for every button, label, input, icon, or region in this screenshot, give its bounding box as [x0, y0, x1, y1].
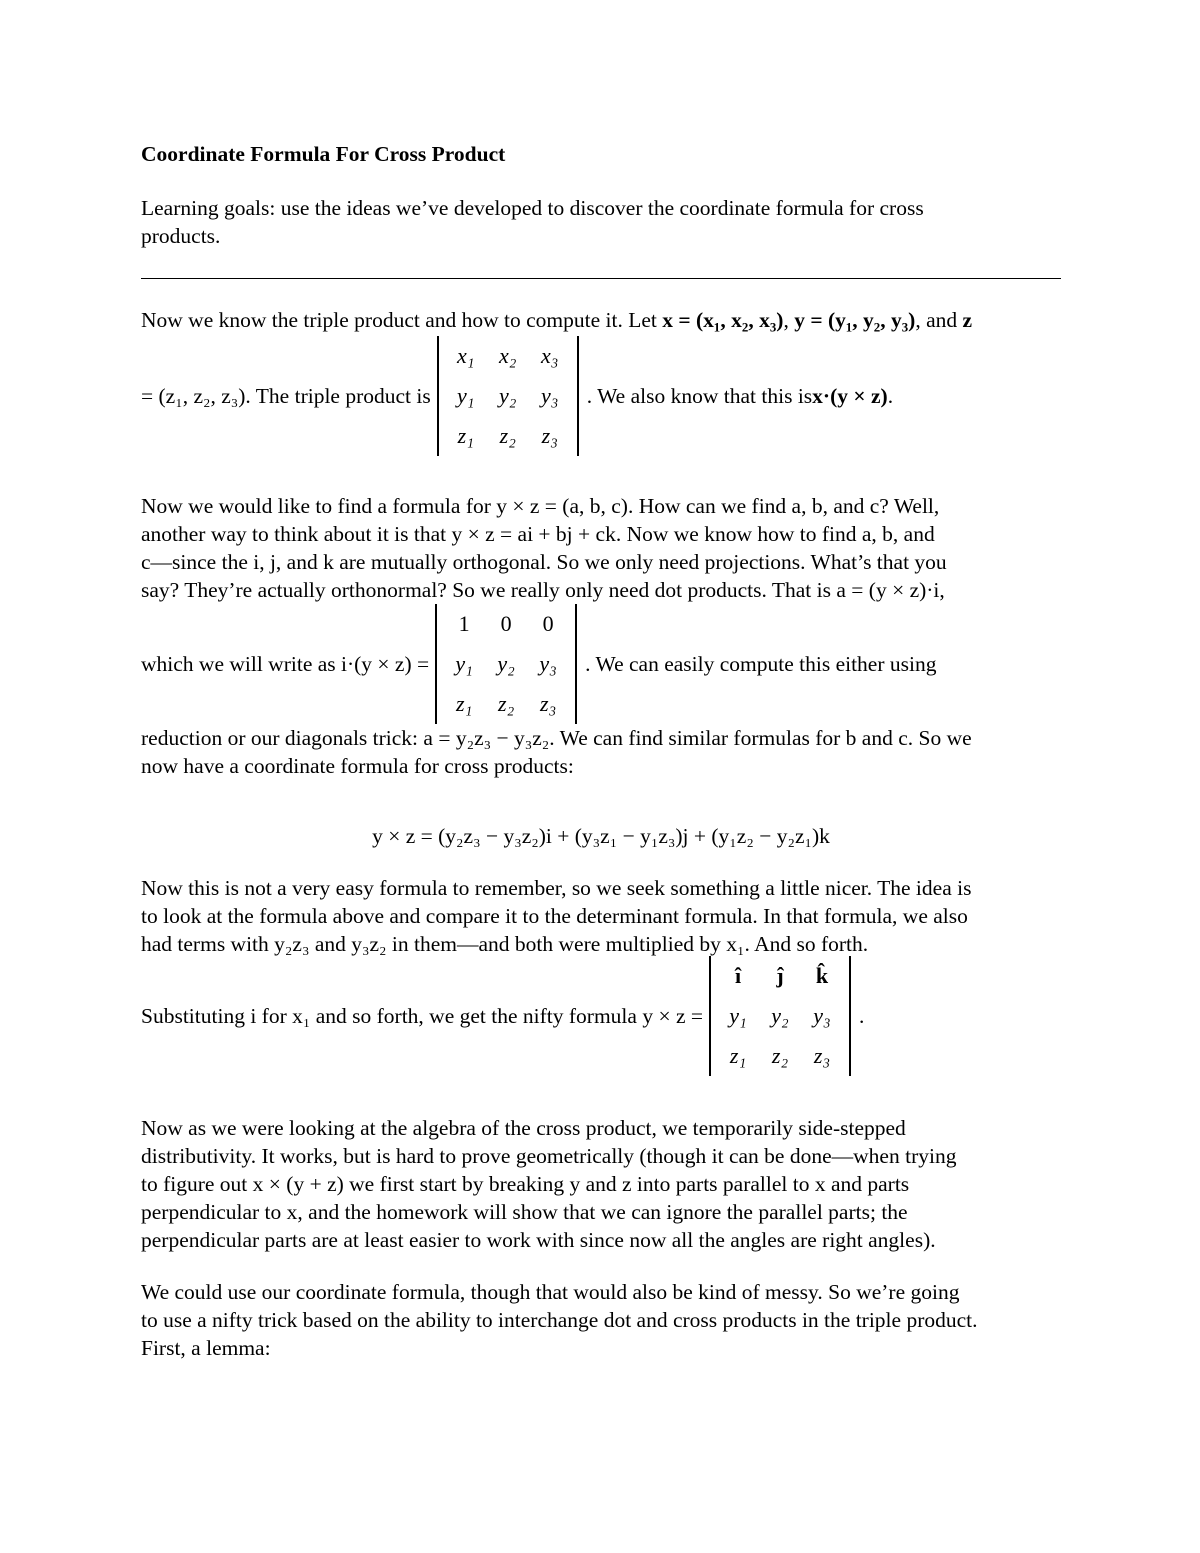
p2-line-2: another way to think about it is that y × z = ai + bj + ck. Now we know how to find a, b, and: [141, 522, 935, 546]
p5-line-3: First, a lemma:: [141, 1336, 271, 1360]
p5-line-1: We could use our coordinate formula, though that would also be kind of messy. So we’re going: [141, 1280, 960, 1304]
p1-line-2: = (z₁, z₂, z₃). The triple product is x₁ x₂ x₃ y₁ y₂ y₃ z₁ z₂ z₃ . We also know that this is x·(y × z) .: [141, 336, 1061, 456]
p2-line-5: which we will write as i·(y × z) = 1 0 0 y₁ y₂ y₃ z₁ z₂ z₃ . We can easily compute this either using: [141, 604, 1061, 724]
p3-line-2: to look at the formula above and compare it to the determinant formula. In that formula, we also: [141, 904, 968, 928]
p3-line-1: Now this is not a very easy formula to remember, so we seek something a little nicer. The idea is: [141, 876, 972, 900]
paragraph-triple-product: [141, 306, 1061, 456]
learning-goals-line-2: products.: [141, 224, 221, 248]
p4-line-3: to figure out x × (y + z) we first start by breaking y and z into parts parallel to x and parts: [141, 1172, 910, 1196]
page-title: Coordinate Formula For Cross Product: [141, 142, 506, 166]
p2-line-4: say? They’re actually orthonormal? So we really only need dot products. That is a = (y × z)·i,: [141, 578, 945, 602]
p2-line-3: c—since the i, j, and k are mutually orthogonal. So we only need projections. What’s that you: [141, 550, 947, 574]
paragraph-distributivity: [141, 1114, 1061, 1254]
learning-goals-line-1: Learning goals: use the ideas we’ve developed to discover the coordinate formula for cross: [141, 196, 924, 220]
p1-line-1: Now we know the triple product and how to compute it. Let x = (x₁, x₂, x₃), y = (y₁, y₂, y₃), and z: [141, 308, 973, 332]
cross-product-determinant: î ĵ k̂ y₁ y₂ y₃ z₁ z₂ z₃: [709, 956, 851, 1076]
p2-line-1: Now we would like to find a formula for y × z = (a, b, c). How can we find a, b, and c? Well,: [141, 494, 940, 518]
p2-line-6: reduction or our diagonals trick: a = y₂z₃ − y₃z₂. We can find similar formulas for b and c. So we: [141, 726, 972, 750]
i-dot-determinant: 1 0 0 y₁ y₂ y₃ z₁ z₂ z₃: [435, 604, 577, 724]
paragraph-nicer-formula: [141, 874, 1061, 1076]
paragraph-lemma: [141, 1278, 1061, 1362]
triple-product-determinant: x₁ x₂ x₃ y₁ y₂ y₃ z₁ z₂ z₃: [437, 336, 579, 456]
p2-line-7: now have a coordinate formula for cross products:: [141, 754, 574, 778]
document-page: [141, 140, 1061, 1360]
p3-line-4: Substituting i for x₁ and so forth, we get the nifty formula y × z = î ĵ k̂ y₁ y₂ y₃ z₁ z₂ z₃ .: [141, 956, 1061, 1076]
p4-line-2: distributivity. It works, but is hard to prove geometrically (though it can be done—when trying: [141, 1144, 957, 1168]
horizontal-divider: [141, 278, 1061, 279]
p4-line-4: perpendicular to x, and the homework will show that we can ignore the parallel parts; the: [141, 1200, 908, 1224]
p3-line-3: had terms with y₂z₃ and y₃z₂ in them—and both were multiplied by x₁. And so forth.: [141, 932, 869, 956]
p5-line-2: to use a nifty trick based on the ability to interchange dot and cross products in the triple product.: [141, 1308, 978, 1332]
p4-line-5: perpendicular parts are at least easier to work with since now all the angles are right angles).: [141, 1228, 936, 1252]
cross-product-formula: y × z = (y₂z₃ − y₃z₂)i + (y₃z₁ − y₁z₃)j + (y₁z₂ − y₂z₁)k: [372, 824, 830, 848]
paragraph-find-formula: [141, 492, 1061, 780]
p4-line-1: Now as we were looking at the algebra of the cross product, we temporarily side-stepped: [141, 1116, 906, 1140]
